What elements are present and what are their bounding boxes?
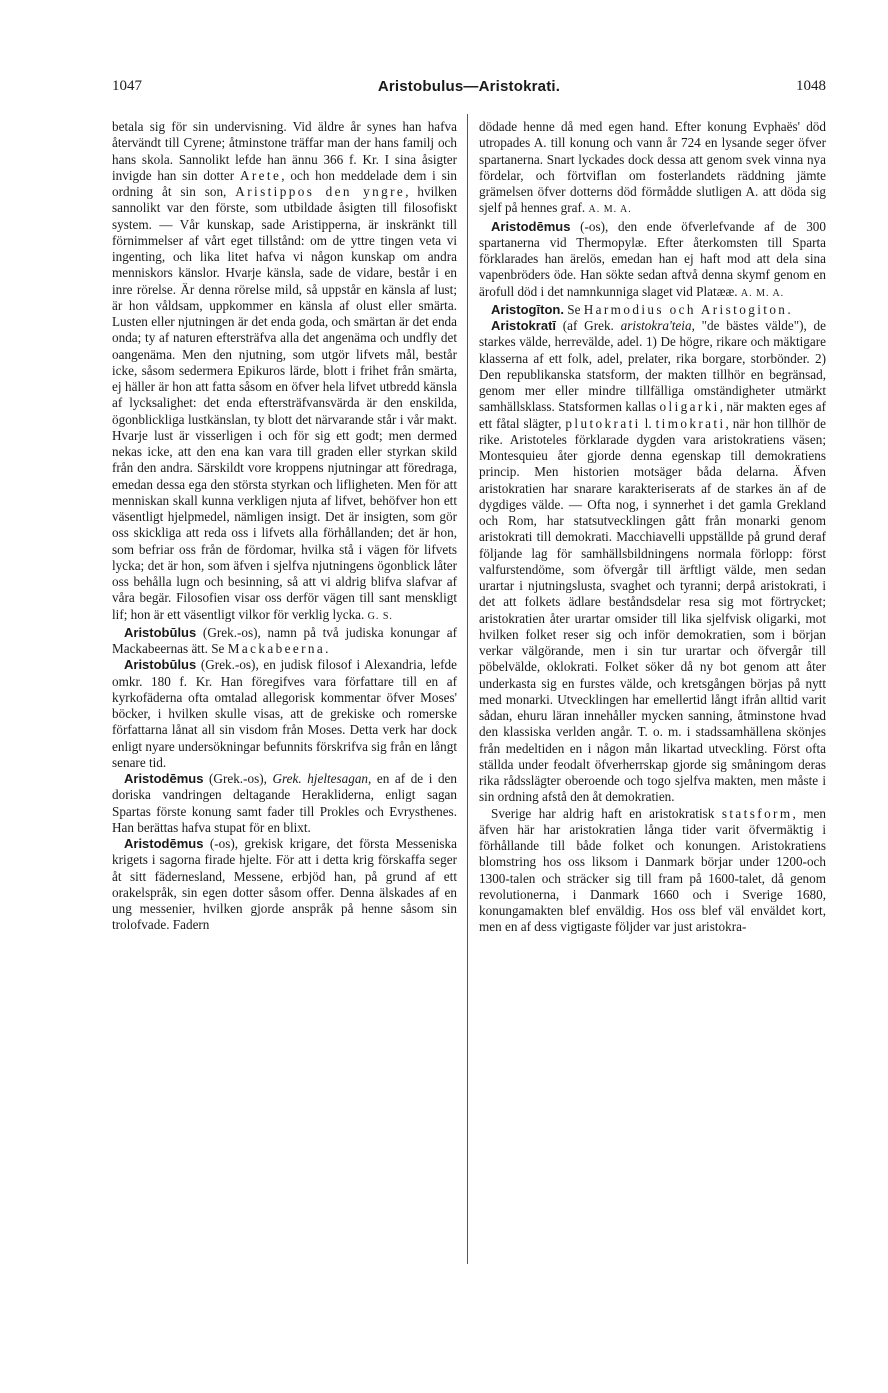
headword: Aristodēmus [124, 771, 204, 786]
entry-aristodemus-2: Aristodēmus (-os), grekisk krigare, det första Messeniska krigets i sagorna firade hjelte. För att i detta krig förskaffa seger åt sitt fädernesland, Messene, erbjöd han, på grund af ett orakelspråk, sin egen dotter såsom offer. Denna älskades af en ung messenier, hvilken gjorde anspråk på henne såsom sin trolofvade. Fadern [112, 836, 457, 933]
author-signature: G. S. [367, 610, 393, 622]
entry-aristobulus-2: Aristobūlus (Grek.-os), en judisk filosof i Alexandria, lefde omkr. 180 f. Kr. Han föregifves vara författare till en af kyrkofäderna ofta omtalad allegorisk kommentar öfver Moses' böcker, i hvilken skulle visas, att de grekiske och romerske författarna lånat all sin visdom från Moses. Detta verk har dock enligt nyare undersökningar befunnits förskrifva sig från en långt senare tid. [112, 657, 457, 770]
headword: Aristodēmus [124, 836, 204, 851]
page-number-right: 1048 [796, 78, 826, 94]
running-title: Aristobulus—Aristokrati. [377, 78, 561, 95]
author-signature: A. M. A. [588, 204, 632, 216]
headword: Aristokratī [491, 318, 557, 333]
entry-aristippos-continued: betala sig för sin undervisning. Vid äldre år synes han hafva återvändt till Cyrene; åtminstone träffar man der hans familj och hans skola. Sannolikt lefde han ännu 366 f. Kr. I sina åsigter invigde han sin dotter Arete, och hon meddelade dem i sin ordning åt sin son, Aristippos den yngre, hvilken sannolikt var den förste, som utbildade åsigten till filosofiskt system. — Vår kunskap, sade Aristipperna, är inskränkt till förnimmelser af vårt eget tillstånd: om de yttre tingen veta vi ingenting, och lika litet hafva vi någon kunskap om andra menniskors känslor. Hvarje känsla, sade de vidare, består i en inre rörelse. Är denna rörelse mild, så uppstår en känsla af lust; är hon våldsam, uppkommer en känsla af olust eller smärta. Lusten eller njutningen är det enda goda, och smärtan är det enda onda; ty af naturen eftersträfva alla det angenäma och undfly det oangenäma. Men den njutning, som utgör lifvets mål, består icke, såsom sedermera Epikuros lärde, blott i frihet från smärta, ej häller är hon att fatta såsom en öfver hela lifvet utbredd känsla af lycksalighet: det enda eftersträfvansvärda är den enskilda, ögonblickliga lustkänslan, ty blott det närvarande står i vår makt. Hvarje lust är visserligen i och för sig ett godt; men dermed nekas icke, att den ena kan vara till graden eller styrkan skild från den andra. Särskildt vore kroppens njutningar att föredraga, emedan dessa ega den största styrkan och lifligheten. Men för att menniskan skall kunna verkligen njuta af lifvet, behöfver hon ett väsentligt hjelpmedel, nämligen insigt. Det är insigten, som gör oss skickliga att reda oss i lifvets alla förhållanden; det är hon, som befriar oss från de fördomar, hvilka stå i vägen för lifvets lycka; det är hon, som äfven i sjelfva njutningens ögonblick låter oss behålla lugn och besinning, så att vi aldrig blifva slafvar af våra begär. Filosofien visar oss derför vägen till sant menskligt lif; hon är ett väsentligt vilkor för verklig lycka. G. S. [112, 119, 457, 622]
headword: Aristogīton. [491, 301, 564, 317]
entry-aristogiton: Aristogīton. Se Harmodius och Aristogiton. [491, 301, 791, 317]
entry-aristobulus-1: Aristobūlus (Grek.-os), namn på två judiska konungar af Mackabeernas ätt. Se Mackabeerna. [112, 624, 457, 656]
entry-aristodemus-2-continued: dödade henne då med egen hand. Efter konung Evphaës' död utropades A. till konung och vann år 724 en lysande seger öfver spartanerna. Snart lyckades dock dessa att genom svek vinna nya fördelar, och förtviflan om fosterlandets räddning jämte grämelsen öfver dotterns död förmådde slutligen A. att döda sig sjelf på hennes graf. A. M. A. [479, 119, 826, 216]
author-signature: A. M. A. [740, 287, 785, 299]
page-number-left: 1047 [112, 78, 142, 94]
entry-aristokrati-sverige: Sverige har aldrig haft en aristokratisk statsform, men äfven här har aristokratien långa tider varit öfvermäktig i förhållande till både folket och konungen. Aristokratiens blomstring hos oss liksom i Danmark börjar under 1200-och 1300-talen och sträcker sig till fram på 1600-talet, då genom revolutionerna, i Danmark 1660 och i Sverige 1680, konungamakten blef enväldig. Hos oss blef väl enväldet kort, men en af dess vigtigaste följder var just aristokra- [479, 805, 826, 935]
headword: Aristodēmus [491, 218, 571, 234]
entry-aristokrati: Aristokratī (af Grek. aristokra'teia, "de bästes välde"), de starkes välde, herrevälde, adel. 1) De högre, rikare och mäktigare klasserna af ett folk, adel, prelater, rika borgare, storbönder. 2) Den republikanska statsform, der makten tillhör en begränsad, genom mer eller mindre tillfälliga omständigheter utmärkt samhällsklass. Statsformen kallas oligarki, när makten eges af ett fåtal slägter, plutokrati l. timokrati, när hon tillhör de rike. Aristoteles förklarade dygden vara aristokratiens väsen; Montesquieu åter gjorde denna egenskap till demokratiens princip. Men historien motsäger båda delarna. Äfven aristokratien har snarare karakteriserats af de starkes än af de dygdiges välde. — Ofta nog, i synnerhet i det gamla Grekland och Rom, har statsutvecklingen gått från monarki genom aristokrati till demokrati. Macchiavelli uppställde på grund deraf följande lag för samhällsbildningens normala förlopp: först valfurstendöme, som öfvergår till ärftligt välde, men sedan urartar i njutningslusta, svaghet och tyranni; derpå aristokrati, i det att folkets ädlare beståndsdelar resa sig mot förtrycket; aristokratien åter urartar omsider till lika sjelfvisk oligarki, mot hvilken folket reser sig och inför demokratien, som i början verkar välgörande, men i sin tur urartar och öfvergår till pöbelvälde, oklokrati. Folket söker då ny bot genom att åter underkasta sig en furstes välde, och kretsgången börjas på nytt med monarki. Utvecklingen har emellertid långt ifrån alltid varit sådan, ehuru läran innehåller mycken sanning, åtminstone hvad den klassiska verlden angår. T. o. m. i stadssamhällena skönjes från medeltiden en i någon mån likartad utveckling. Först ofta ställda under feodalt öfverherrskap gjorde sig småningom deras rika rådsslägter oberoende och togo sjelfva makten, men måste i sin ordning afstå den åt demokratien. [479, 318, 827, 805]
column-rule [467, 114, 468, 1264]
running-head [112, 78, 826, 100]
headword: Aristobūlus [124, 624, 197, 640]
left-column [112, 119, 457, 934]
headword: Aristobūlus [124, 657, 197, 673]
entry-aristodemus-3: Aristodēmus (-os), den ende öfverlefvande af de 300 spartanerna vid Thermopylæ. Efter återkomsten till Sparta förklarades han ärelös, emedan han ej haft mod att dela sina vapenbröders öde. Han sökte sedan aftvå denna skymf genom en ärofull död i det namnkunniga slaget vid Platææ. A. M. A. [479, 218, 826, 299]
entry-aristodemus-1: Aristodēmus (Grek.-os), Grek. hjeltesagan, en af de i den doriska vandringen deltagande Herakliderna, enligt sagan Spartas förste konung samt fader till Prokles och Evrysthenes. Han berättas hafva stupat för en blixt. [112, 771, 458, 835]
right-column [479, 119, 826, 936]
